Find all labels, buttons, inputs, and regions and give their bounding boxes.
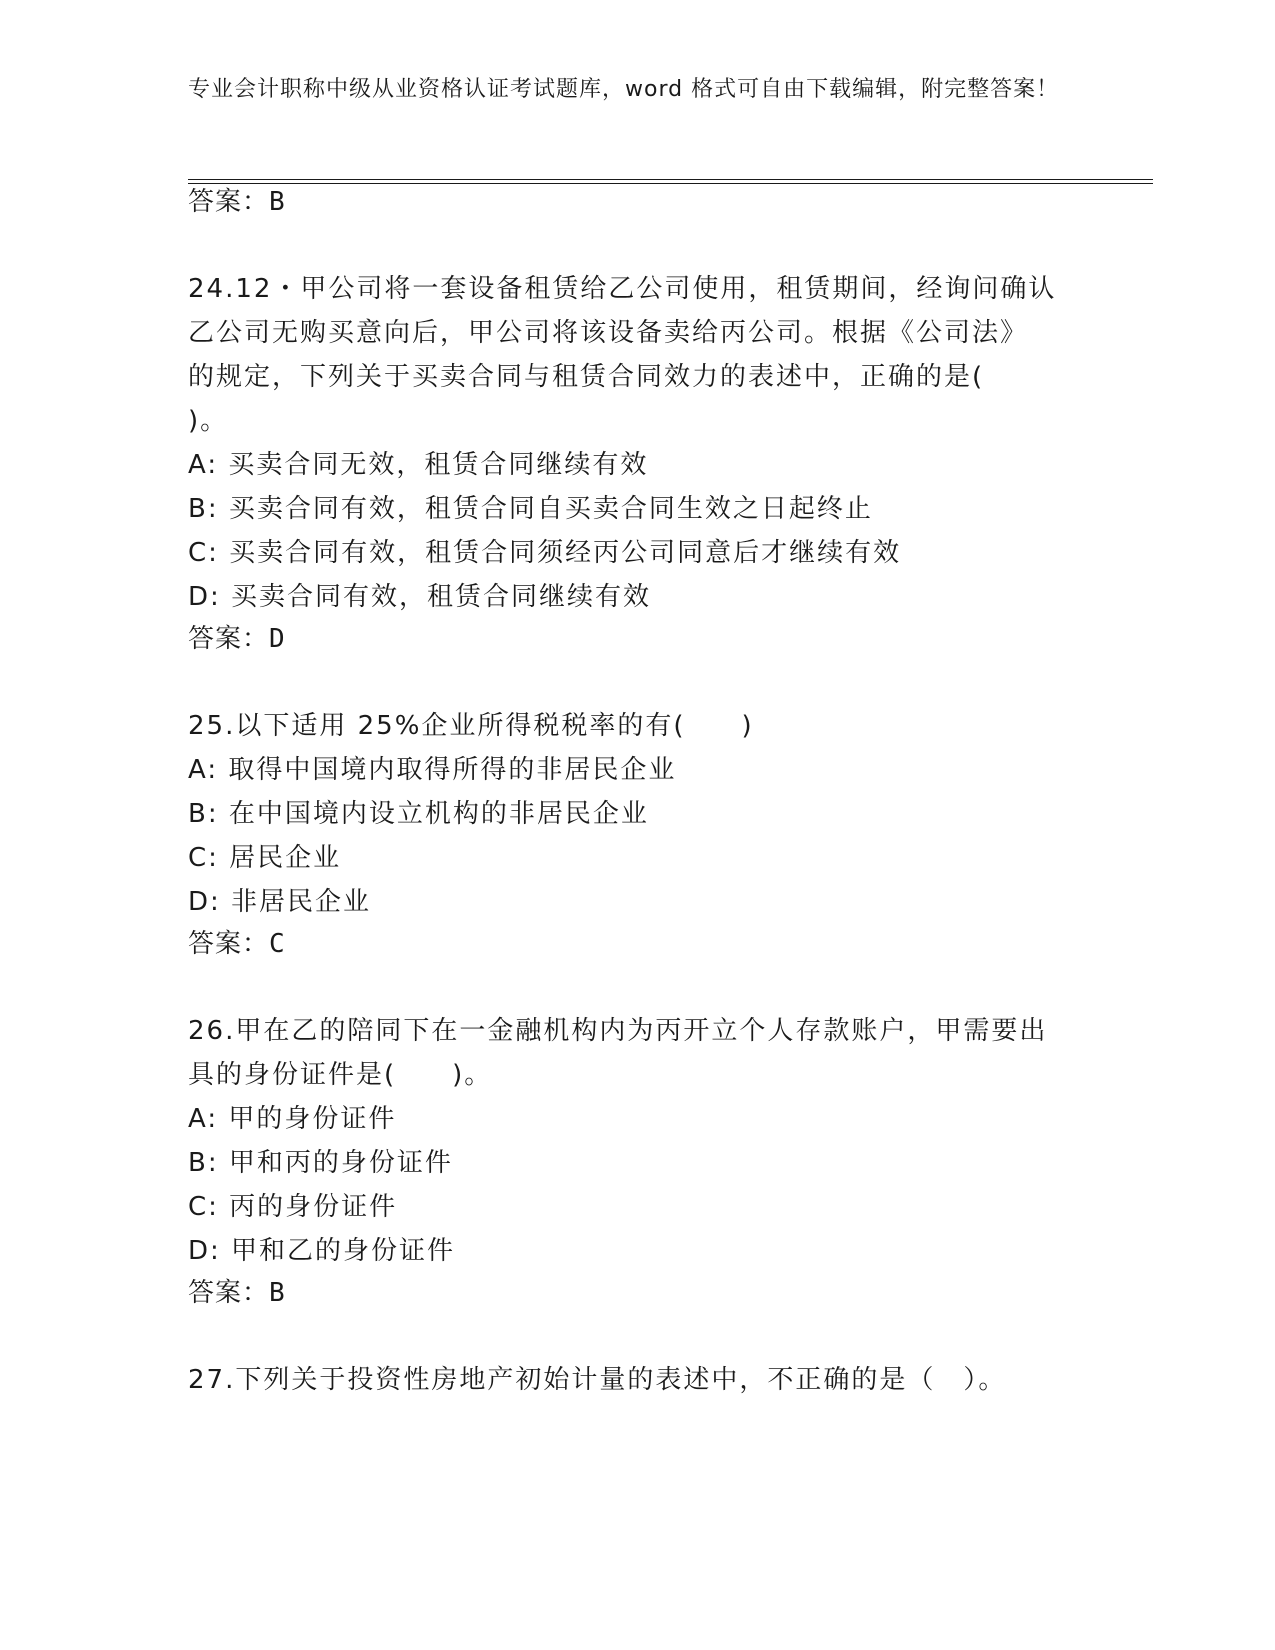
answer-line bbox=[188, 184, 286, 220]
answer-prefix: 答案： bbox=[188, 624, 270, 654]
question-stem-line: 乙公司无购买意向后，甲公司将该设备卖给丙公司。根据《公司法》 bbox=[188, 318, 1029, 348]
answer-prefix: 答案： bbox=[188, 187, 270, 217]
question-stem-line: 27.下列关于投资性房地产初始计量的表述中，不正确的是（ ）。 bbox=[188, 1365, 1007, 1395]
question-option: B: 买卖合同有效，租赁合同自买卖合同生效之日起终止 bbox=[188, 494, 873, 524]
answer-line bbox=[188, 621, 286, 657]
question-option: C: 丙的身份证件 bbox=[188, 1192, 398, 1222]
question-stem-line: 的规定，下列关于买卖合同与租赁合同效力的表述中，正确的是( bbox=[188, 362, 985, 392]
header-divider-top bbox=[188, 179, 1153, 180]
question-stem-line: 25.以下适用 25%企业所得税税率的有( ) bbox=[188, 711, 754, 741]
question-stem-line: 24.12・甲公司将一套设备租赁给乙公司使用，租赁期间，经询问确认 bbox=[188, 274, 1057, 304]
question-option: D: 非居民企业 bbox=[188, 887, 372, 917]
answer-line bbox=[188, 926, 286, 962]
answer-value: C bbox=[269, 929, 286, 959]
answer-value: D bbox=[269, 624, 286, 654]
header-divider-bottom bbox=[188, 183, 1153, 184]
question-option: B: 甲和丙的身份证件 bbox=[188, 1148, 453, 1178]
answer-prefix: 答案： bbox=[188, 929, 270, 959]
question-option: A: 甲的身份证件 bbox=[188, 1104, 397, 1134]
question-stem-line: )。 bbox=[188, 406, 229, 436]
answer-line bbox=[188, 1275, 286, 1311]
answer-prefix: 答案： bbox=[188, 1278, 270, 1308]
question-option: D: 买卖合同有效，租赁合同继续有效 bbox=[188, 582, 652, 612]
question-option: D: 甲和乙的身份证件 bbox=[188, 1236, 456, 1266]
question-option: A: 取得中国境内取得所得的非居民企业 bbox=[188, 755, 677, 785]
question-stem-line: 具的身份证件是( )。 bbox=[188, 1060, 493, 1090]
question-option: B: 在中国境内设立机构的非居民企业 bbox=[188, 799, 649, 829]
header-note: 专业会计职称中级从业资格认证考试题库，word 格式可自由下载编辑，附完整答案！ bbox=[188, 77, 1060, 102]
question-option: C: 居民企业 bbox=[188, 843, 342, 873]
question-stem-line: 26.甲在乙的陪同下在一金融机构内为丙开立个人存款账户，甲需要出 bbox=[188, 1016, 1048, 1046]
answer-value: B bbox=[269, 1278, 286, 1308]
answer-value: B bbox=[269, 187, 286, 217]
question-option: A: 买卖合同无效，租赁合同继续有效 bbox=[188, 450, 649, 480]
question-option: C: 买卖合同有效，租赁合同须经丙公司同意后才继续有效 bbox=[188, 538, 902, 568]
